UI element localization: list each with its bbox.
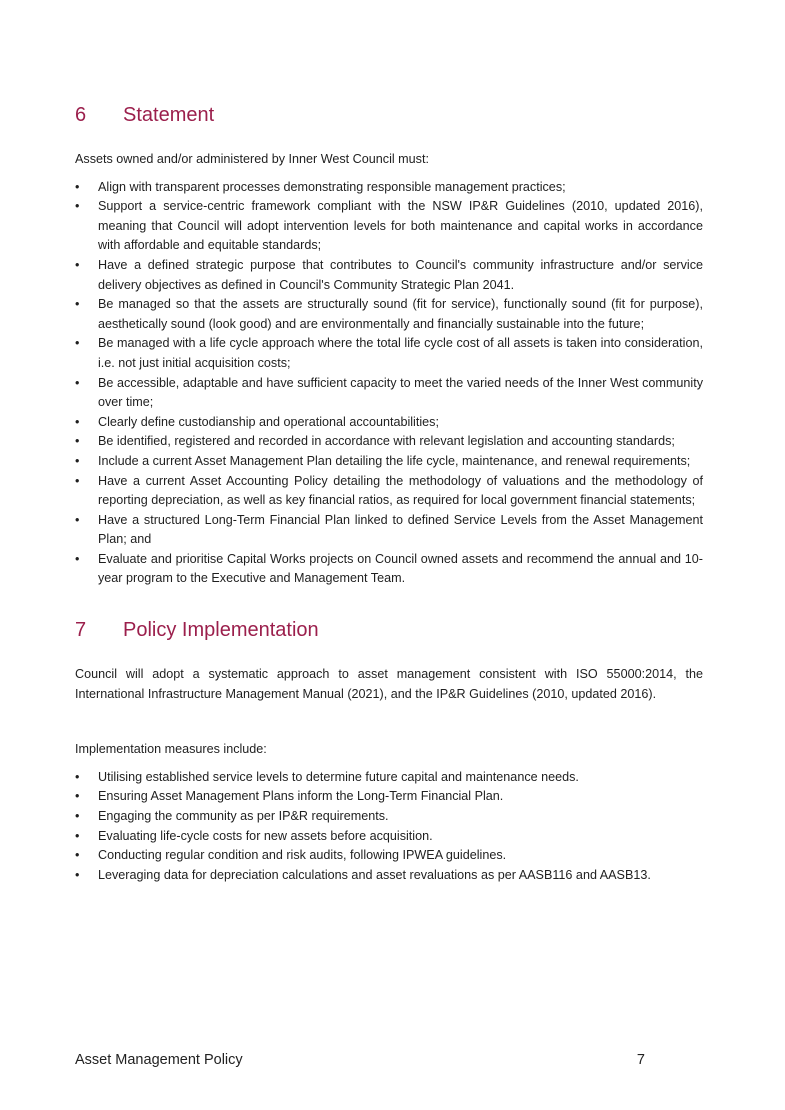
page-number: 7 bbox=[636, 1052, 645, 1068]
page-content bbox=[75, 104, 703, 885]
list-item bbox=[75, 550, 703, 589]
list-item bbox=[75, 197, 703, 256]
bullet-icon: • bbox=[75, 199, 80, 214]
implementation-paragraph: Council will adopt a systematic approach to asset management consistent with ISO 55000:2014, the International Infrastructure Management Manual (2021), and the IP&R Guidelines (2010, updated 2016). bbox=[75, 667, 703, 701]
list-item-text: Clearly define custodianship and operational accountabilities; bbox=[98, 414, 439, 429]
list-item bbox=[75, 866, 703, 886]
bullet-icon: • bbox=[75, 789, 80, 804]
list-item-text: Include a current Asset Management Plan detailing the life cycle, maintenance, and renewal requirements; bbox=[98, 453, 691, 468]
list-item-text: Have a current Asset Accounting Policy detailing the methodology of valuations and the methodology of reporting depreciation, as well as key financial ratios, as required for local government financial statements; bbox=[98, 473, 703, 508]
list-item bbox=[75, 178, 703, 198]
list-item-text: Utilising established service levels to determine future capital and maintenance needs. bbox=[98, 769, 579, 784]
list-item-text: Conducting regular condition and risk audits, following IPWEA guidelines. bbox=[98, 848, 507, 863]
page-footer bbox=[75, 1052, 645, 1068]
list-item-text: Leveraging data for depreciation calculations and asset revaluations as per AASB116 and AASB13. bbox=[98, 867, 651, 882]
footer-title: Asset Management Policy bbox=[75, 1052, 243, 1068]
section-title: Statement bbox=[123, 104, 215, 126]
section-intro: Assets owned and/or administered by Inner West Council must: bbox=[75, 152, 429, 166]
section-heading-policy-implementation bbox=[75, 619, 703, 642]
section-number: 7 bbox=[75, 619, 87, 642]
list-item bbox=[75, 413, 703, 433]
list-item-text: Evaluating life-cycle costs for new assets before acquisition. bbox=[98, 828, 433, 843]
measures-intro: Implementation measures include: bbox=[75, 742, 267, 757]
list-item bbox=[75, 452, 703, 472]
list-item-text: Be identified, registered and recorded in accordance with relevant legislation and accounting standards; bbox=[98, 434, 675, 449]
list-item-text: Be managed with a life cycle approach where the total life cycle cost of all assets is taken into consideration, i.e. not just initial acquisition costs; bbox=[98, 336, 703, 370]
bullet-icon: • bbox=[75, 848, 80, 863]
implementation-bullet-list bbox=[75, 768, 703, 886]
bullet-icon: • bbox=[75, 867, 80, 882]
list-item bbox=[75, 807, 703, 827]
list-item bbox=[75, 472, 703, 511]
list-item bbox=[75, 334, 703, 373]
bullet-icon: • bbox=[75, 453, 80, 468]
list-item bbox=[75, 787, 703, 807]
bullet-icon: • bbox=[75, 434, 80, 449]
list-item-text: Have a defined strategic purpose that contributes to Council's community infrastructure and/or service delivery objectives as defined in Council's Community Strategic Plan 2041. bbox=[98, 257, 703, 292]
bullet-icon: • bbox=[75, 257, 80, 272]
list-item bbox=[75, 768, 703, 788]
bullet-icon: • bbox=[75, 551, 80, 566]
list-item bbox=[75, 374, 703, 413]
bullet-icon: • bbox=[75, 375, 80, 390]
section-heading-statement bbox=[75, 104, 703, 127]
list-item-text: Ensuring Asset Management Plans inform the Long-Term Financial Plan. bbox=[98, 789, 504, 804]
bullet-icon: • bbox=[75, 809, 80, 824]
bullet-icon: • bbox=[75, 336, 80, 351]
list-item-text: Evaluate and prioritise Capital Works projects on Council owned assets and recommend the annual and 10-year program to the Executive and Management Team. bbox=[98, 551, 703, 586]
section-title: Policy Implementation bbox=[123, 619, 319, 642]
bullet-icon: • bbox=[75, 473, 80, 488]
bullet-icon: • bbox=[75, 297, 80, 312]
list-item bbox=[75, 827, 703, 847]
list-item bbox=[75, 511, 703, 550]
bullet-icon: • bbox=[75, 179, 80, 194]
list-item bbox=[75, 432, 703, 452]
section-number: 6 bbox=[75, 104, 87, 126]
list-item bbox=[75, 295, 703, 334]
list-item-text: Align with transparent processes demonstrating responsible management practices; bbox=[98, 179, 566, 194]
list-item bbox=[75, 256, 703, 295]
list-item-text: Have a structured Long-Term Financial Plan linked to defined Service Levels from the Asset Management Plan; and bbox=[98, 512, 703, 547]
list-item-text: Engaging the community as per IP&R requirements. bbox=[98, 809, 389, 824]
bullet-icon: • bbox=[75, 414, 80, 429]
list-item bbox=[75, 846, 703, 866]
bullet-icon: • bbox=[75, 769, 80, 784]
bullet-icon: • bbox=[75, 828, 80, 843]
list-item-text: Support a service-centric framework compliant with the NSW IP&R Guidelines (2010, updated 2016), meaning that Council will adopt intervention levels for both maintenance and capital works in accordance with affordable and equitable standards; bbox=[98, 199, 703, 253]
statement-bullet-list bbox=[75, 178, 703, 589]
list-item-text: Be accessible, adaptable and have sufficient capacity to meet the varied needs of the Inner West community over time; bbox=[98, 375, 703, 410]
list-item-text: Be managed so that the assets are structurally sound (fit for service), functionally sound (fit for purpose), aesthetically sound (look good) and are environmentally and financially sustainable into the future; bbox=[98, 297, 703, 331]
bullet-icon: • bbox=[75, 512, 80, 527]
